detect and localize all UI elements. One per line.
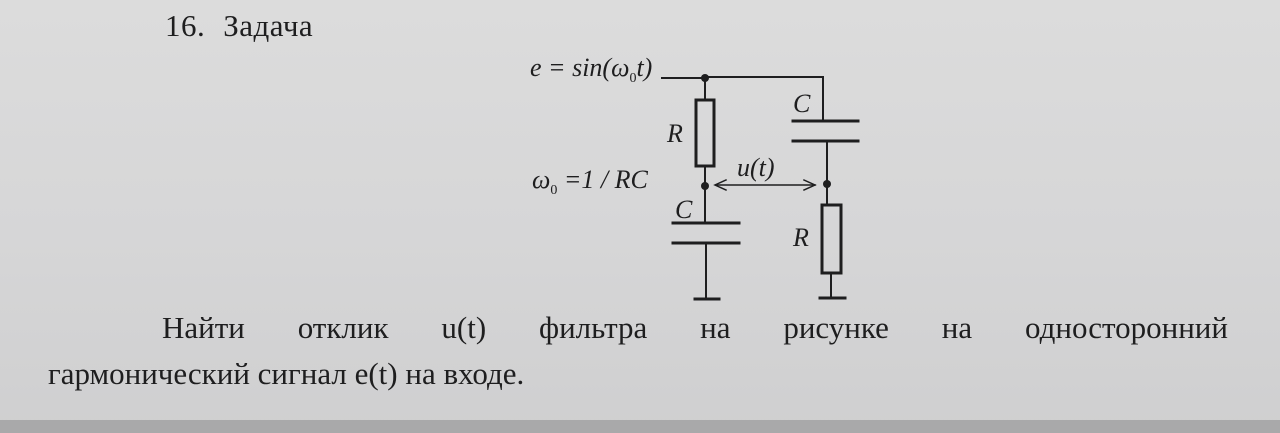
statement-line-2: гармонический сигнал e(t) на входе. [48,356,525,391]
statement-word: u(t) [441,310,487,345]
resistor-right-label: R [793,223,809,252]
page-edge-shadow [0,420,1280,433]
output-label: u(t) [737,153,775,182]
resistor-right [822,205,841,273]
statement-word: на [700,310,731,345]
problem-number: 16. [165,8,206,43]
omega-label: $\omega_0 =1$ / RC [532,165,648,198]
statement-word: на [941,310,973,345]
problem-title: Задача [223,8,314,43]
statement-line-1 [48,305,1228,351]
left-output-node [701,182,709,190]
source-label: $e = \sin(\omega_0t)$ [530,53,653,86]
statement-word: рисунке [783,310,889,345]
resistor-left [696,100,714,166]
statement-word: Найти [162,310,245,345]
capacitor-right-label: C [793,89,811,118]
problem-statement [48,305,1228,397]
statement-word: фильтра [539,310,648,345]
resistor-left-label: R [667,119,683,148]
statement-word: односторонний [1024,310,1228,345]
capacitor-left-label: C [675,195,693,224]
statement-word: отклик [297,310,389,345]
right-output-node [823,180,831,188]
